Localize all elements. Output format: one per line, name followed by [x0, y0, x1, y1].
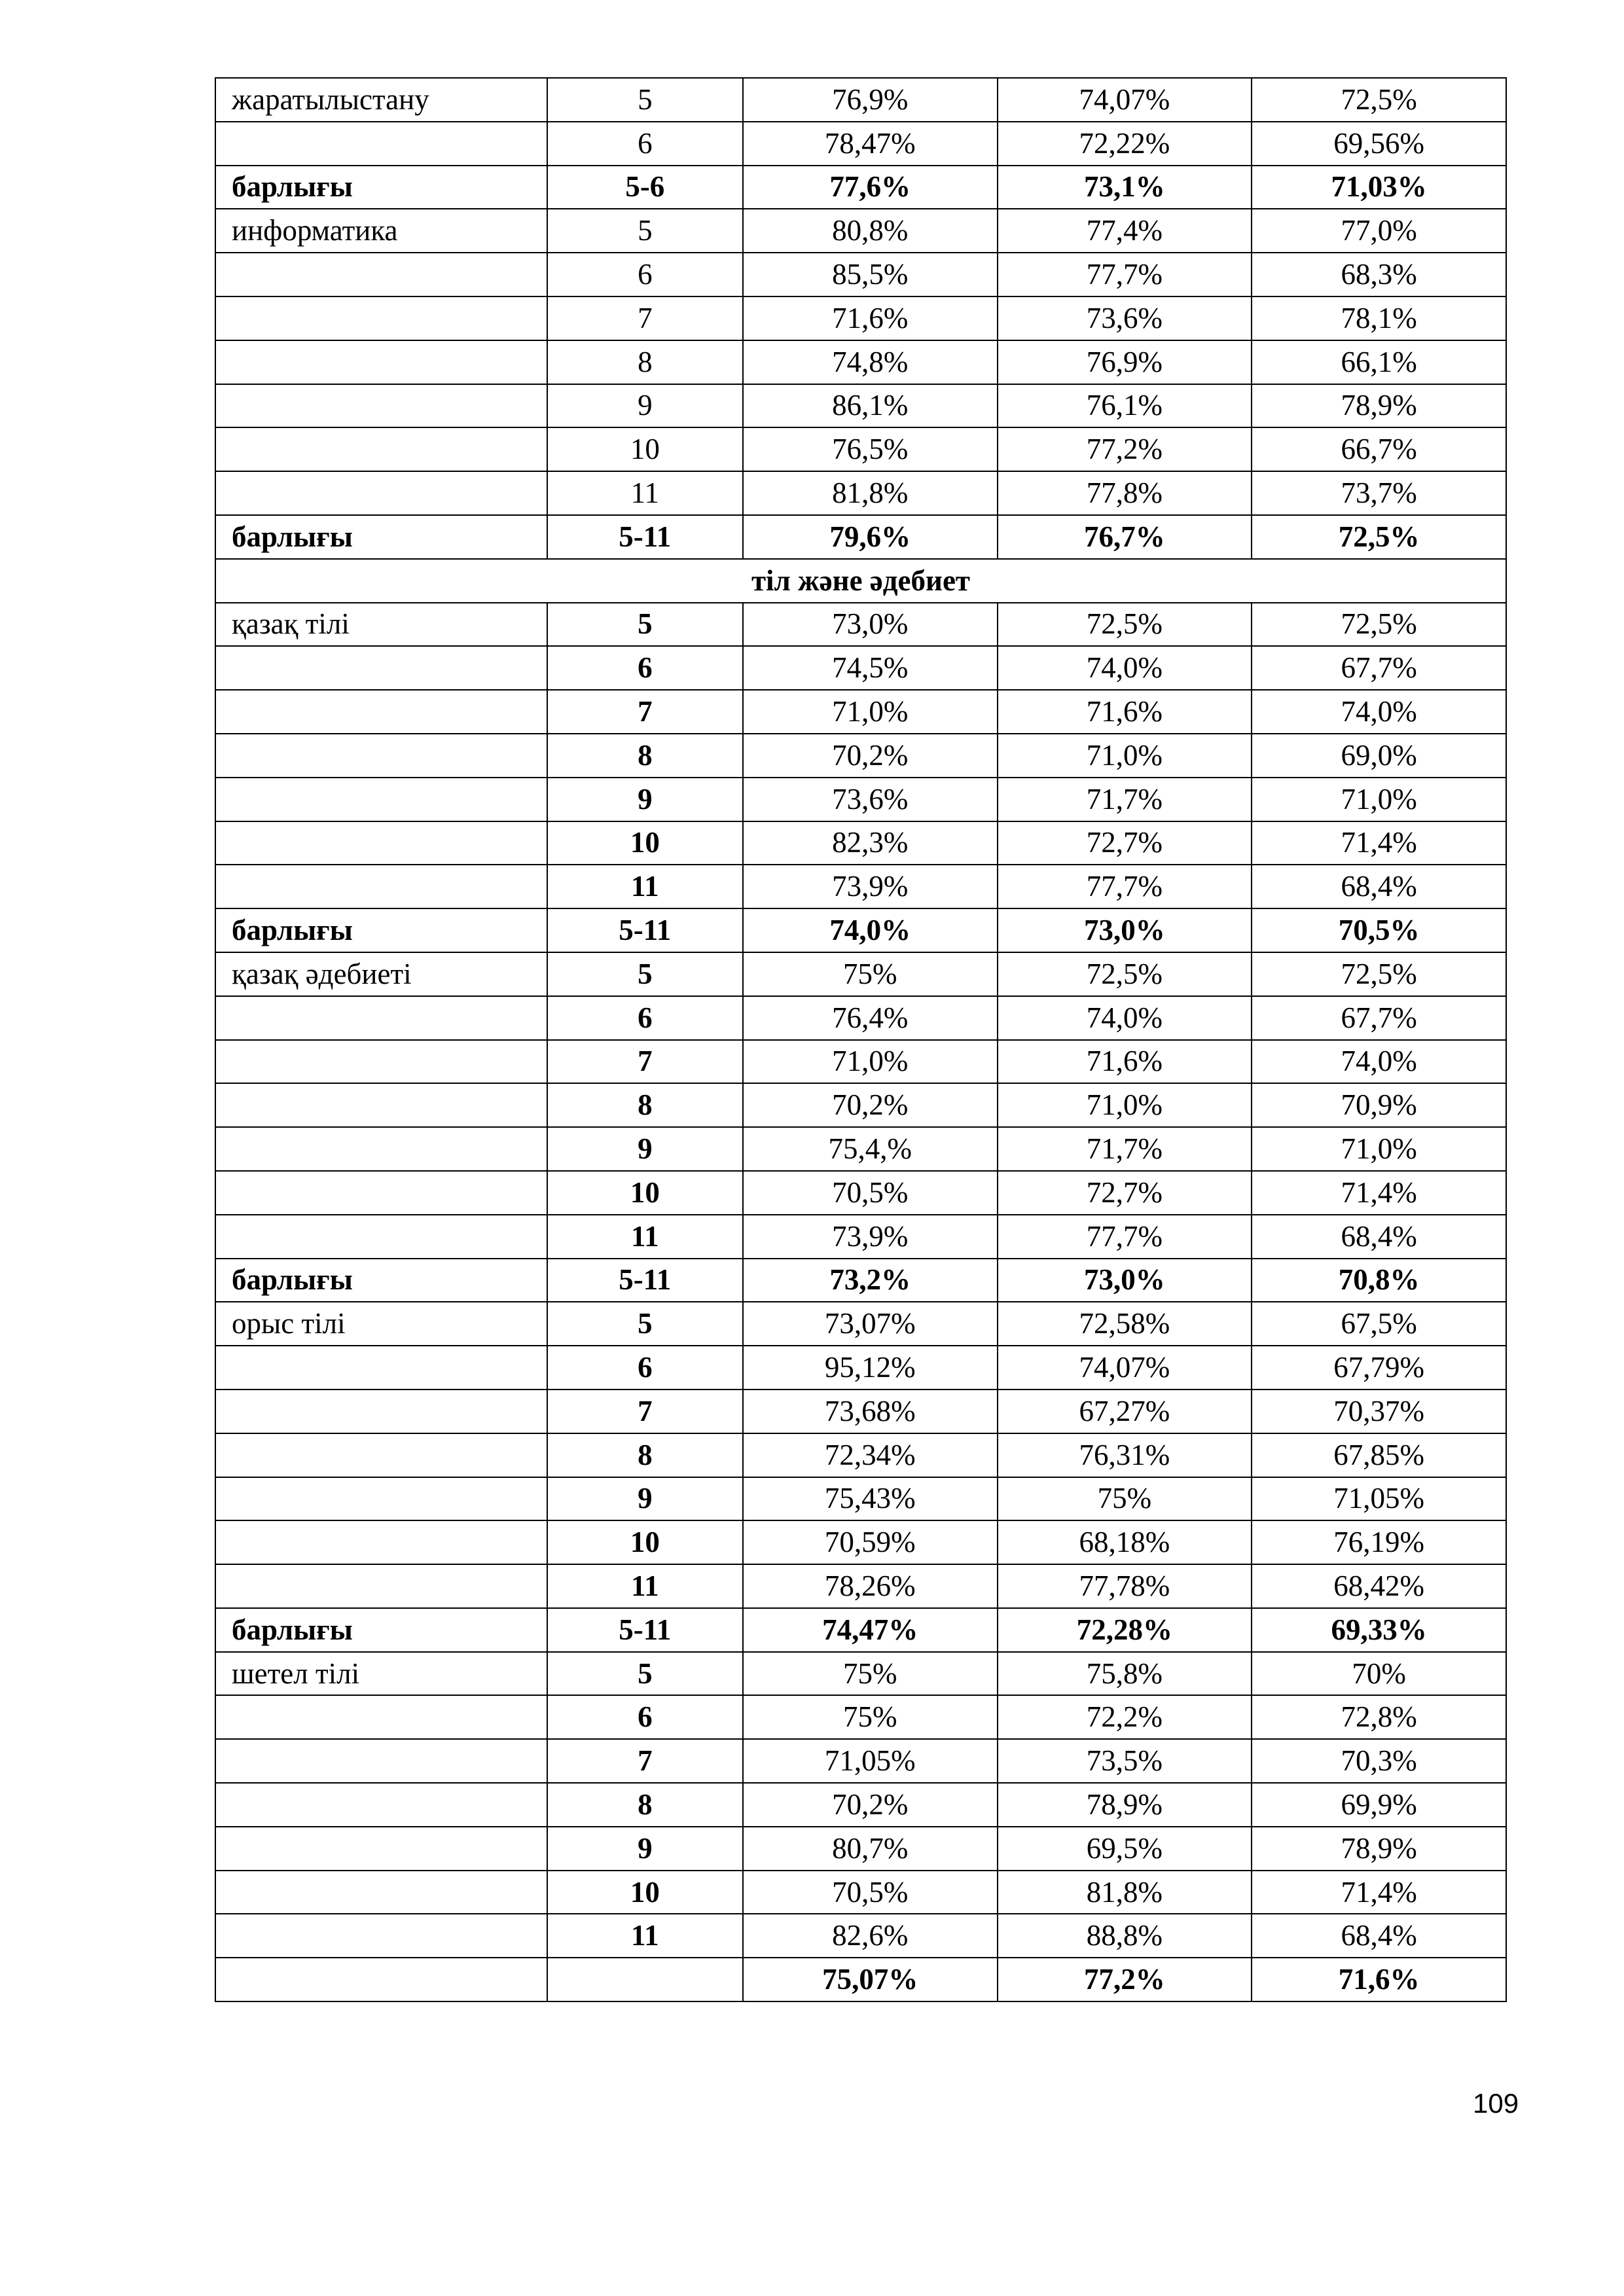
table-row	[215, 1477, 1506, 1521]
value-cell-2: 76,1%	[998, 384, 1252, 428]
value-cell-2: 75,8%	[998, 1652, 1252, 1696]
subject-cell	[215, 865, 547, 908]
subject-cell	[215, 1520, 547, 1564]
value-cell-1: 71,05%	[743, 1739, 998, 1783]
subject-cell	[215, 996, 547, 1040]
table-row	[215, 1390, 1506, 1433]
subject-cell	[215, 253, 547, 296]
value-cell-1: 95,12%	[743, 1346, 998, 1390]
grade-cell: 5	[547, 603, 743, 647]
value-cell-2: 73,5%	[998, 1739, 1252, 1783]
grade-cell: 11	[547, 865, 743, 908]
value-cell-2: 73,0%	[998, 1259, 1252, 1302]
table-row	[215, 1040, 1506, 1084]
value-cell-2: 76,9%	[998, 340, 1252, 384]
value-cell-1: 73,9%	[743, 865, 998, 908]
value-cell-3: 69,33%	[1252, 1608, 1506, 1652]
table-row	[215, 1739, 1506, 1783]
grade-cell: 10	[547, 1171, 743, 1215]
total-row	[215, 1608, 1506, 1652]
subject-cell	[215, 778, 547, 821]
value-cell-2: 77,7%	[998, 1215, 1252, 1259]
value-cell-2: 68,18%	[998, 1520, 1252, 1564]
total-row	[215, 166, 1506, 209]
table-row	[215, 471, 1506, 515]
table-row	[215, 1346, 1506, 1390]
value-cell-1: 75,07%	[743, 1958, 998, 2001]
value-cell-3: 78,9%	[1252, 1827, 1506, 1871]
value-cell-3: 71,03%	[1252, 166, 1506, 209]
value-cell-3: 68,4%	[1252, 865, 1506, 908]
value-cell-3: 74,0%	[1252, 1040, 1506, 1084]
value-cell-1: 73,0%	[743, 603, 998, 647]
total-row	[215, 908, 1506, 952]
value-cell-2: 74,0%	[998, 646, 1252, 690]
grade-cell: 11	[547, 1914, 743, 1958]
table-row	[215, 340, 1506, 384]
subject-cell	[215, 1127, 547, 1171]
value-cell-3: 71,6%	[1252, 1958, 1506, 2001]
value-cell-2: 75%	[998, 1477, 1252, 1521]
subject-cell	[215, 1564, 547, 1608]
value-cell-1: 70,2%	[743, 1083, 998, 1127]
value-cell-3: 67,5%	[1252, 1302, 1506, 1346]
subject-cell	[215, 471, 547, 515]
table-row	[215, 996, 1506, 1040]
table-row	[215, 1564, 1506, 1608]
value-cell-2: 71,0%	[998, 734, 1252, 778]
subject-cell	[215, 1958, 547, 2001]
grade-cell: 9	[547, 778, 743, 821]
value-cell-2: 72,5%	[998, 603, 1252, 647]
value-cell-2: 77,78%	[998, 1564, 1252, 1608]
value-cell-3: 78,1%	[1252, 296, 1506, 340]
table-row	[215, 427, 1506, 471]
value-cell-1: 71,0%	[743, 1040, 998, 1084]
value-cell-1: 70,2%	[743, 734, 998, 778]
value-cell-3: 74,0%	[1252, 690, 1506, 734]
value-cell-2: 81,8%	[998, 1871, 1252, 1914]
grade-cell: 5-11	[547, 908, 743, 952]
subject-cell	[215, 384, 547, 428]
value-cell-3: 70%	[1252, 1652, 1506, 1696]
value-cell-2: 77,7%	[998, 253, 1252, 296]
value-cell-3: 71,4%	[1252, 1171, 1506, 1215]
value-cell-3: 72,8%	[1252, 1695, 1506, 1739]
value-cell-1: 70,2%	[743, 1783, 998, 1827]
value-cell-2: 74,07%	[998, 78, 1252, 122]
subject-cell	[215, 340, 547, 384]
value-cell-1: 73,6%	[743, 778, 998, 821]
value-cell-1: 70,59%	[743, 1520, 998, 1564]
value-cell-3: 68,42%	[1252, 1564, 1506, 1608]
table-row	[215, 1827, 1506, 1871]
value-cell-2: 71,6%	[998, 1040, 1252, 1084]
value-cell-3: 76,19%	[1252, 1520, 1506, 1564]
value-cell-2: 78,9%	[998, 1783, 1252, 1827]
value-cell-1: 75,4,%	[743, 1127, 998, 1171]
total-row	[215, 1958, 1506, 2001]
subject-cell	[215, 427, 547, 471]
value-cell-1: 72,34%	[743, 1433, 998, 1477]
grade-cell: 8	[547, 734, 743, 778]
value-cell-1: 82,6%	[743, 1914, 998, 1958]
value-cell-3: 67,7%	[1252, 646, 1506, 690]
value-cell-3: 70,8%	[1252, 1259, 1506, 1302]
value-cell-3: 67,85%	[1252, 1433, 1506, 1477]
grade-cell: 5-6	[547, 166, 743, 209]
value-cell-2: 74,07%	[998, 1346, 1252, 1390]
grade-cell: 5-11	[547, 1608, 743, 1652]
grade-cell: 9	[547, 1127, 743, 1171]
value-cell-2: 77,2%	[998, 427, 1252, 471]
subject-cell	[215, 1346, 547, 1390]
value-cell-2: 77,4%	[998, 209, 1252, 253]
subject-cell	[215, 122, 547, 166]
grade-cell: 7	[547, 690, 743, 734]
value-cell-1: 75%	[743, 1652, 998, 1696]
table-row	[215, 821, 1506, 865]
grade-cell: 7	[547, 1040, 743, 1084]
table-row	[215, 1652, 1506, 1696]
table-row	[215, 1783, 1506, 1827]
subject-cell: орыс тілі	[215, 1302, 547, 1346]
grade-cell: 5	[547, 209, 743, 253]
subject-cell	[215, 1783, 547, 1827]
table-row	[215, 1914, 1506, 1958]
subject-cell	[215, 690, 547, 734]
subject-cell	[215, 1040, 547, 1084]
value-cell-2: 76,31%	[998, 1433, 1252, 1477]
value-cell-2: 72,7%	[998, 821, 1252, 865]
value-cell-3: 67,7%	[1252, 996, 1506, 1040]
value-cell-2: 73,1%	[998, 166, 1252, 209]
grade-cell: 7	[547, 296, 743, 340]
subject-cell: барлығы	[215, 1608, 547, 1652]
table-row	[215, 1520, 1506, 1564]
value-cell-3: 69,0%	[1252, 734, 1506, 778]
subject-cell: информатика	[215, 209, 547, 253]
total-row	[215, 515, 1506, 559]
grade-cell: 7	[547, 1390, 743, 1433]
value-cell-1: 71,6%	[743, 296, 998, 340]
value-cell-3: 71,4%	[1252, 821, 1506, 865]
value-cell-2: 72,22%	[998, 122, 1252, 166]
value-cell-1: 76,9%	[743, 78, 998, 122]
grade-cell: 8	[547, 1783, 743, 1827]
subject-cell	[215, 1433, 547, 1477]
value-cell-3: 71,0%	[1252, 1127, 1506, 1171]
table-row	[215, 1433, 1506, 1477]
value-cell-1: 74,5%	[743, 646, 998, 690]
grade-cell: 8	[547, 1433, 743, 1477]
value-cell-2: 72,2%	[998, 1695, 1252, 1739]
value-cell-2: 71,7%	[998, 778, 1252, 821]
grade-cell: 9	[547, 384, 743, 428]
grade-cell: 5	[547, 1302, 743, 1346]
subject-cell	[215, 1695, 547, 1739]
grade-cell: 10	[547, 1520, 743, 1564]
value-cell-2: 88,8%	[998, 1914, 1252, 1958]
value-cell-3: 68,3%	[1252, 253, 1506, 296]
value-cell-2: 74,0%	[998, 996, 1252, 1040]
value-cell-2: 77,2%	[998, 1958, 1252, 2001]
value-cell-3: 68,4%	[1252, 1914, 1506, 1958]
subject-cell: барлығы	[215, 515, 547, 559]
value-cell-1: 73,9%	[743, 1215, 998, 1259]
table-row	[215, 384, 1506, 428]
value-cell-3: 72,5%	[1252, 603, 1506, 647]
subject-cell	[215, 296, 547, 340]
value-cell-2: 73,0%	[998, 908, 1252, 952]
results-table-body	[215, 78, 1506, 2001]
table-row	[215, 1127, 1506, 1171]
value-cell-3: 78,9%	[1252, 384, 1506, 428]
value-cell-1: 81,8%	[743, 471, 998, 515]
table-row	[215, 734, 1506, 778]
value-cell-1: 78,47%	[743, 122, 998, 166]
section-header-row	[215, 559, 1506, 603]
value-cell-1: 78,26%	[743, 1564, 998, 1608]
value-cell-3: 66,1%	[1252, 340, 1506, 384]
subject-cell	[215, 1871, 547, 1914]
subject-cell: барлығы	[215, 1259, 547, 1302]
value-cell-2: 77,7%	[998, 865, 1252, 908]
value-cell-1: 71,0%	[743, 690, 998, 734]
value-cell-1: 76,5%	[743, 427, 998, 471]
value-cell-3: 70,3%	[1252, 1739, 1506, 1783]
value-cell-3: 72,5%	[1252, 515, 1506, 559]
value-cell-1: 74,0%	[743, 908, 998, 952]
total-row	[215, 1259, 1506, 1302]
value-cell-1: 70,5%	[743, 1171, 998, 1215]
value-cell-2: 72,58%	[998, 1302, 1252, 1346]
subject-cell	[215, 1390, 547, 1433]
value-cell-3: 69,56%	[1252, 122, 1506, 166]
table-row	[215, 1215, 1506, 1259]
value-cell-1: 74,8%	[743, 340, 998, 384]
subject-cell	[215, 734, 547, 778]
grade-cell: 10	[547, 1871, 743, 1914]
value-cell-3: 70,9%	[1252, 1083, 1506, 1127]
value-cell-2: 72,28%	[998, 1608, 1252, 1652]
subject-cell	[215, 1215, 547, 1259]
table-row	[215, 690, 1506, 734]
grade-cell	[547, 1958, 743, 2001]
subject-cell	[215, 1914, 547, 1958]
value-cell-1: 80,7%	[743, 1827, 998, 1871]
subject-cell: қазақ әдебиеті	[215, 952, 547, 996]
grade-cell: 5	[547, 1652, 743, 1696]
subject-cell	[215, 646, 547, 690]
value-cell-2: 72,5%	[998, 952, 1252, 996]
table-row	[215, 603, 1506, 647]
value-cell-2: 67,27%	[998, 1390, 1252, 1433]
table-row	[215, 296, 1506, 340]
table-row	[215, 78, 1506, 122]
value-cell-3: 71,0%	[1252, 778, 1506, 821]
value-cell-2: 72,7%	[998, 1171, 1252, 1215]
value-cell-1: 74,47%	[743, 1608, 998, 1652]
value-cell-1: 86,1%	[743, 384, 998, 428]
grade-cell: 11	[547, 1564, 743, 1608]
value-cell-1: 79,6%	[743, 515, 998, 559]
table-row	[215, 646, 1506, 690]
subject-cell	[215, 1477, 547, 1521]
table-row	[215, 253, 1506, 296]
grade-cell: 6	[547, 253, 743, 296]
grade-cell: 5-11	[547, 1259, 743, 1302]
subject-cell: барлығы	[215, 166, 547, 209]
value-cell-1: 85,5%	[743, 253, 998, 296]
value-cell-2: 73,6%	[998, 296, 1252, 340]
value-cell-3: 71,4%	[1252, 1871, 1506, 1914]
grade-cell: 11	[547, 1215, 743, 1259]
subject-cell: барлығы	[215, 908, 547, 952]
value-cell-3: 68,4%	[1252, 1215, 1506, 1259]
table-row	[215, 1871, 1506, 1914]
value-cell-3: 69,9%	[1252, 1783, 1506, 1827]
value-cell-2: 71,7%	[998, 1127, 1252, 1171]
grade-cell: 11	[547, 471, 743, 515]
grade-cell: 10	[547, 821, 743, 865]
value-cell-3: 72,5%	[1252, 78, 1506, 122]
value-cell-2: 69,5%	[998, 1827, 1252, 1871]
value-cell-1: 77,6%	[743, 166, 998, 209]
subject-cell	[215, 821, 547, 865]
value-cell-1: 75%	[743, 952, 998, 996]
value-cell-3: 71,05%	[1252, 1477, 1506, 1521]
value-cell-1: 75,43%	[743, 1477, 998, 1521]
value-cell-3: 66,7%	[1252, 427, 1506, 471]
subject-cell: қазақ тілі	[215, 603, 547, 647]
results-table	[215, 77, 1507, 2002]
value-cell-3: 72,5%	[1252, 952, 1506, 996]
value-cell-3: 77,0%	[1252, 209, 1506, 253]
table-row	[215, 1171, 1506, 1215]
subject-cell	[215, 1739, 547, 1783]
grade-cell: 6	[547, 122, 743, 166]
value-cell-1: 73,2%	[743, 1259, 998, 1302]
value-cell-1: 70,5%	[743, 1871, 998, 1914]
value-cell-1: 80,8%	[743, 209, 998, 253]
value-cell-1: 73,68%	[743, 1390, 998, 1433]
value-cell-2: 71,6%	[998, 690, 1252, 734]
grade-cell: 8	[547, 340, 743, 384]
table-row	[215, 1695, 1506, 1739]
grade-cell: 5	[547, 78, 743, 122]
table-row	[215, 865, 1506, 908]
table-row	[215, 122, 1506, 166]
value-cell-1: 73,07%	[743, 1302, 998, 1346]
value-cell-3: 73,7%	[1252, 471, 1506, 515]
value-cell-2: 76,7%	[998, 515, 1252, 559]
grade-cell: 5-11	[547, 515, 743, 559]
subject-cell: шетел тілі	[215, 1652, 547, 1696]
grade-cell: 6	[547, 996, 743, 1040]
table-row	[215, 1302, 1506, 1346]
grade-cell: 6	[547, 1346, 743, 1390]
value-cell-1: 75%	[743, 1695, 998, 1739]
table-row	[215, 952, 1506, 996]
table-row	[215, 209, 1506, 253]
table-row	[215, 1083, 1506, 1127]
grade-cell: 10	[547, 427, 743, 471]
grade-cell: 9	[547, 1827, 743, 1871]
grade-cell: 5	[547, 952, 743, 996]
value-cell-1: 82,3%	[743, 821, 998, 865]
grade-cell: 7	[547, 1739, 743, 1783]
table-row	[215, 778, 1506, 821]
value-cell-3: 70,5%	[1252, 908, 1506, 952]
subject-cell	[215, 1827, 547, 1871]
grade-cell: 6	[547, 1695, 743, 1739]
grade-cell: 9	[547, 1477, 743, 1521]
subject-cell	[215, 1083, 547, 1127]
subject-cell	[215, 1171, 547, 1215]
grade-cell: 6	[547, 646, 743, 690]
grade-cell: 8	[547, 1083, 743, 1127]
page-number: 109	[1473, 2088, 1519, 2119]
value-cell-3: 70,37%	[1252, 1390, 1506, 1433]
value-cell-3: 67,79%	[1252, 1346, 1506, 1390]
subject-cell: жаратылыстану	[215, 78, 547, 122]
value-cell-2: 71,0%	[998, 1083, 1252, 1127]
section-title: тіл және әдебиет	[215, 559, 1506, 603]
value-cell-1: 76,4%	[743, 996, 998, 1040]
value-cell-2: 77,8%	[998, 471, 1252, 515]
